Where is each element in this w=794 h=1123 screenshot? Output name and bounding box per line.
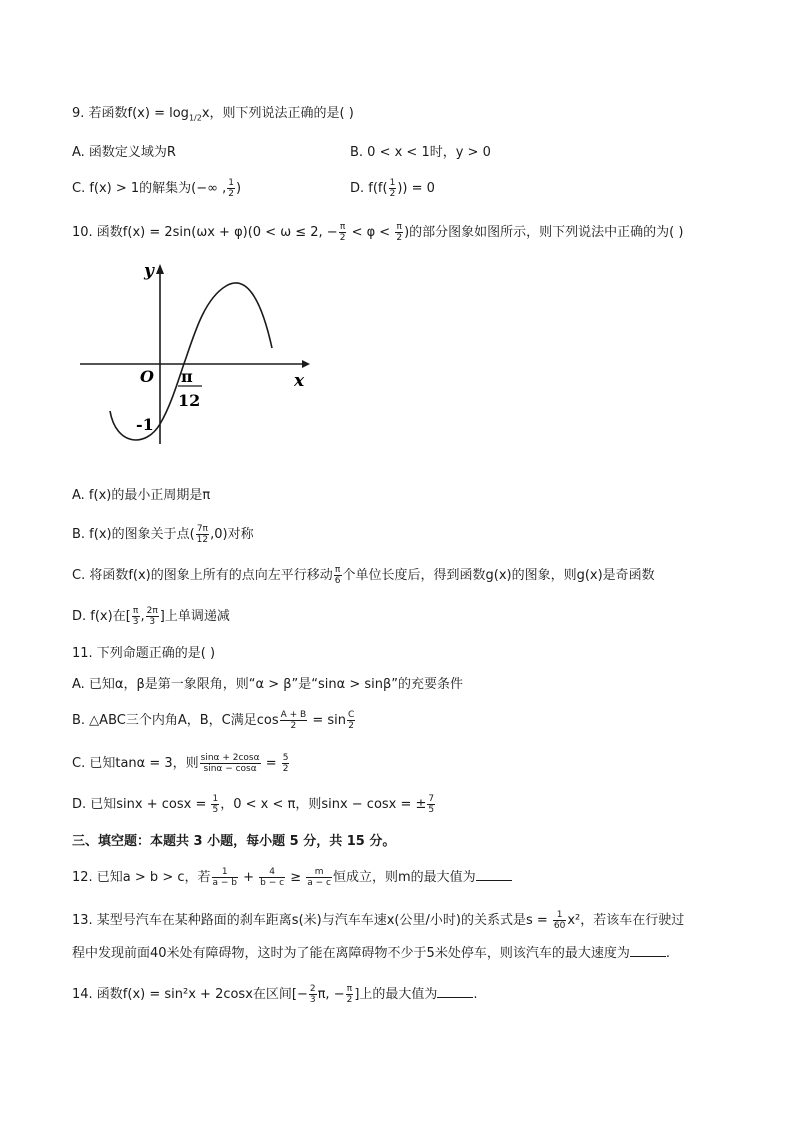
q9-option-b: B. 0 < x < 1时，y > 0: [350, 145, 491, 160]
y-axis-arrow: [156, 264, 164, 274]
q9-log-base: 1/2: [188, 113, 202, 123]
q13-frac: [553, 910, 566, 931]
x-axis-label: x: [294, 371, 305, 391]
q14: [72, 984, 478, 1005]
section-3-heading: 三、填空题：本题共 3 小题，每小题 5 分，共 15 分。: [72, 834, 396, 849]
q10-option-a: A. f(x)的最小正周期是π: [72, 488, 211, 503]
q10-stem-frac2: [395, 222, 403, 243]
q12-d3: a − c: [307, 878, 332, 888]
q11-b-mid: = sin: [308, 713, 346, 728]
q10-stem-post: )的部分图象如图所示，则下列说法中正确的为( ): [404, 225, 684, 240]
q11-d-frac1: [211, 794, 219, 815]
q10-stem-pre: 10. 函数f(x) = 2sin(ωx + φ)(0 < ω ≤ 2, −: [72, 225, 338, 240]
q14-end: .: [473, 987, 478, 1002]
sine-curve: [110, 283, 272, 440]
q11-d-frac2: [427, 794, 435, 815]
q14-answer-blank[interactable]: [437, 985, 473, 998]
q12-frac1: [212, 867, 239, 888]
q13-answer-blank[interactable]: [630, 944, 666, 957]
q10-d-num1: π: [132, 606, 139, 616]
q11-c-den2: 2: [282, 764, 289, 774]
q9-c-frac: [227, 178, 235, 199]
q11-d-den2: 5: [428, 805, 435, 815]
q12-n3: m: [306, 867, 332, 878]
q10-option-b: [72, 524, 254, 545]
q9-option-a: A. 函数定义域为R: [72, 145, 176, 160]
q11-d-num: 1: [212, 794, 219, 804]
q11-d-den: 5: [212, 805, 219, 815]
q10-c-den: 6: [334, 576, 341, 586]
q10-stem: [72, 222, 683, 243]
q9-d-post: )) = 0: [397, 181, 435, 196]
q12-n2: 4: [259, 867, 285, 878]
q9-d-frac: [389, 178, 397, 199]
q14-n1: 2: [309, 984, 316, 994]
tick-pi-label: π: [181, 367, 193, 386]
origin-label: O: [140, 367, 154, 386]
y-axis-label: y: [144, 261, 154, 281]
q10-c-post: 个单位长度后，得到函数g(x)的图象，则g(x)是奇函数: [342, 568, 655, 583]
q11-option-a: A. 已知α，β是第一象限角，则“α > β”是“sinα > sinβ”的充要条件: [72, 677, 464, 692]
q10-option-d: D. f(x)在[ $\frac{\pi}{3}$ , $\frac{2\pi}{3}$ ]上单调递减: [72, 606, 230, 627]
q10-d-den2: 3: [149, 617, 156, 627]
q10-b-den: 12: [196, 535, 209, 545]
q9-stem-end: x，则下列说法正确的是( ): [201, 106, 354, 121]
q14-frac2: [346, 984, 354, 1005]
q11-b-pre: B. △ABC三个内角A，B，C满足cos: [72, 713, 279, 728]
q14-d2: 2: [346, 995, 353, 1005]
q11-b-frac1: [280, 710, 308, 731]
q11-c-den: sinα − cosα: [203, 764, 257, 774]
q10-d-post: ]上单调递减: [159, 609, 230, 624]
q9-d-pre: D. f(f(: [350, 181, 388, 196]
q11-b-num2: C: [347, 710, 355, 720]
tick-12-label: 12: [178, 391, 201, 410]
q11-b-den2: 2: [348, 721, 354, 731]
q12-plus: +: [239, 870, 259, 885]
q12-n1: 1: [212, 867, 239, 878]
x-axis-arrow: [302, 360, 310, 368]
q10-b-pre: B. f(x)的图象关于点(: [72, 527, 195, 542]
q12: [72, 867, 512, 888]
q13-line1: [72, 910, 684, 931]
q13-num: 1: [553, 910, 566, 921]
q11-d-pre: D. 已知sinx + cosx =: [72, 797, 211, 812]
q11-option-b: [72, 710, 356, 731]
q10-stem-mid: < φ <: [347, 225, 395, 240]
q13-den: 60: [553, 921, 566, 931]
q9-c-num: 1: [228, 178, 234, 188]
q12-pre: 12. 已知a > b > c，若: [72, 870, 211, 885]
q11-c-pre: C. 已知tanα = 3，则: [72, 756, 199, 771]
q11-c-num: sinα + 2cosα: [200, 753, 260, 763]
q10-d-den1: 3: [132, 617, 139, 627]
q9-c-pre: C. f(x) > 1的解集为(−∞ ,: [72, 181, 227, 196]
q10-b-num: 7π: [196, 524, 208, 534]
q12-d2: b − c: [260, 878, 285, 888]
q10-c-frac: [334, 565, 342, 586]
q9-option-d: [350, 178, 435, 199]
q10-d-pre: D. f(x)在[: [72, 609, 131, 624]
q10-d-num2: 2π: [146, 606, 158, 616]
q14-mid: π, −: [317, 987, 345, 1002]
q11-option-c: [72, 753, 290, 774]
q11-b-num: A + B: [280, 710, 307, 720]
q10-stem-den2: 2: [396, 233, 403, 243]
q12-d1: a − b: [212, 878, 237, 888]
q11-d-mid: ，0 < x < π，则sinx − cosx = ±: [220, 797, 427, 812]
q14-n2: π: [346, 984, 353, 994]
q9-stem-text: 9. 若函数f(x) = log: [72, 106, 189, 121]
q13-post: x²，若该车在行驶过: [567, 913, 685, 928]
q9-stem: [72, 104, 354, 129]
q11-c-mid: =: [261, 756, 281, 771]
q10-option-c: [72, 565, 655, 586]
q13-line2: [72, 944, 670, 964]
y-tick-minus1-label: -1: [136, 415, 154, 434]
q9-c-post: ): [235, 181, 242, 196]
q11-option-d: [72, 794, 436, 815]
q14-post: ]上的最大值为: [354, 987, 438, 1002]
q14-frac1: [309, 984, 317, 1005]
q10-c-num: π: [334, 565, 341, 575]
q11-stem: 11. 下列命题正确的是( ): [72, 646, 216, 661]
q11-b-frac2: [347, 710, 355, 731]
q10-stem-frac1: [339, 222, 347, 243]
q13-line2-end: .: [665, 946, 670, 961]
q11-c-num2: 5: [282, 753, 289, 763]
q12-frac3: [306, 867, 332, 888]
q10-c-pre: C. 将函数f(x)的图象上所有的点向左平行移动: [72, 568, 333, 583]
q9-c-den: 2: [228, 189, 234, 199]
q11-c-frac2: [282, 753, 290, 774]
q10-stem-num1: π: [339, 222, 346, 232]
q12-answer-blank[interactable]: [476, 868, 512, 881]
q10-d-frac2: [146, 606, 159, 627]
q14-pre: 14. 函数f(x) = sin²x + 2cosx在区间[−: [72, 987, 308, 1002]
q10-b-post: ,0)对称: [210, 527, 254, 542]
q14-d1: 3: [309, 995, 316, 1005]
q10-d-frac1: [132, 606, 140, 627]
q13-pre: 13. 某型号汽车在某种路面的刹车距离s(米)与汽车车速x(公里/小时)的关系式是s =: [72, 913, 552, 928]
q11-d-num2: 7: [428, 794, 435, 804]
q12-frac2: [259, 867, 285, 888]
q11-c-frac1: [200, 753, 261, 774]
q9-d-num: 1: [389, 178, 396, 188]
q9-d-den: 2: [389, 189, 396, 199]
q10-b-frac: [196, 524, 209, 545]
q10-stem-den1: 2: [339, 233, 346, 243]
sine-graph: [76, 258, 316, 448]
q9-option-c: [72, 178, 241, 199]
q12-post: 恒成立，则m的最大值为: [333, 870, 476, 885]
q11-b-den: 2: [290, 721, 297, 731]
q12-ge: ≥: [286, 870, 306, 885]
q13-line2-text: 程中发现前面40米处有障碍物，这时为了能在离障碍物不少于5米处停车，则该汽车的最大速度为: [72, 946, 630, 961]
q10-stem-num2: π: [396, 222, 402, 232]
